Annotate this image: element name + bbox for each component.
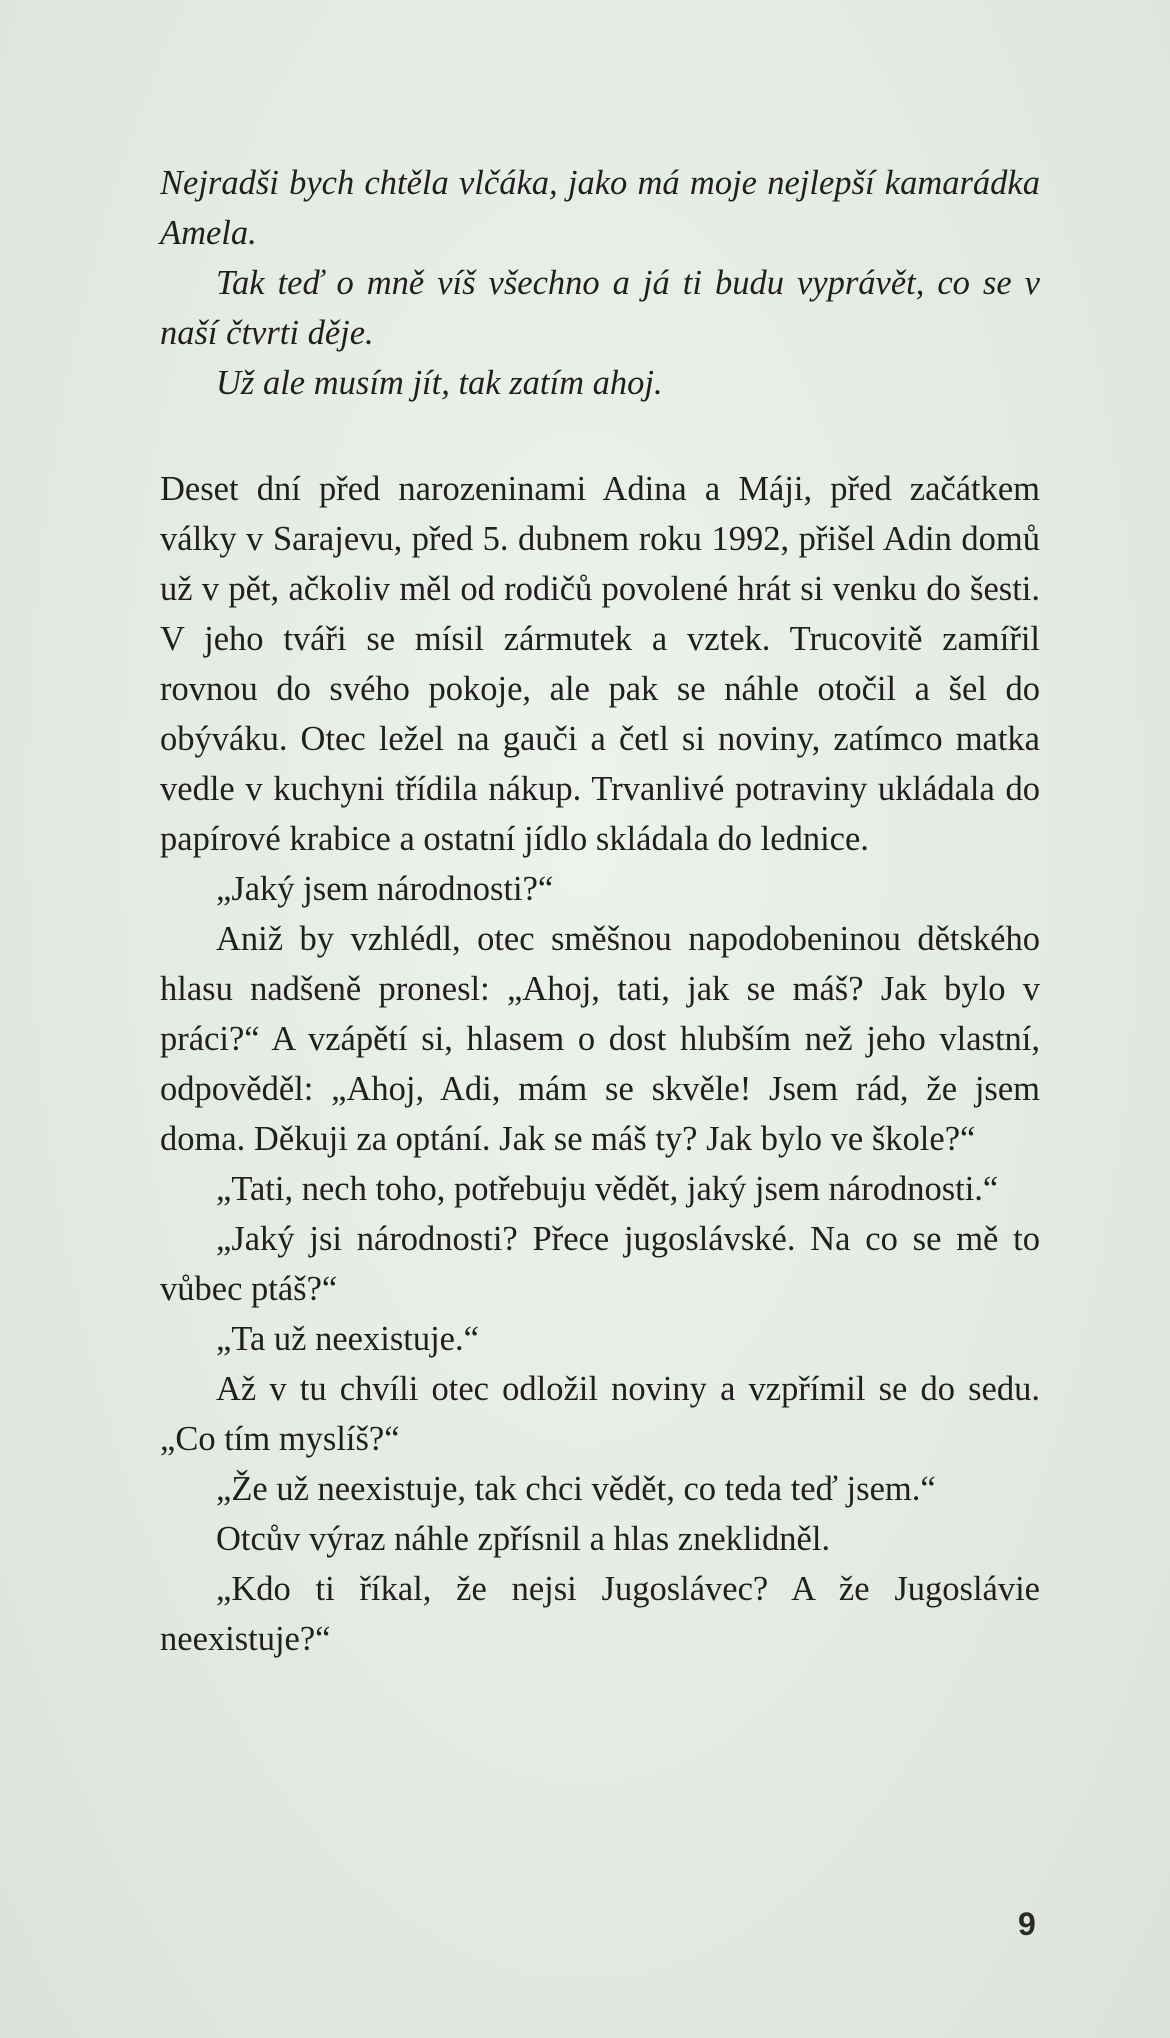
letter-paragraph: Už ale musím jít, tak zatím ahoj. [216,364,663,402]
narrative-text [160,464,1040,1664]
dialogue-paragraph: „Že už neexistuje, tak chci vědět, co teda teď jsem.“ [216,1470,936,1508]
section-gap [160,408,1040,464]
narrative-paragraph: Aniž by vzhlédl, otec směšnou napodobeninou dětského hlasu nadšeně pronesl: „Ahoj, tati, jak se máš? Jak bylo v práci?“ A vzápětí si, hlasem o dost hlubším než jeho vlastní, odpověděl: „Ahoj, Adi, mám se skvěle! Jsem rád, že jsem doma. Děkuji za optání. Jak se máš ty? Jak bylo ve škole?“ [160,920,1040,1158]
narrative-paragraph: Otcův výraz náhle zpřísnil a hlas zneklidněl. [216,1520,831,1558]
letter-paragraph: Tak teď o mně víš všechno a já ti budu vyprávět, co se v naší čtvrti děje. [160,264,1040,352]
dialogue-paragraph: „Tati, nech toho, potřebuju vědět, jaký jsem národnosti.“ [216,1170,999,1208]
letter-paragraph: Nejradši bych chtěla vlčáka, jako má moje nejlepší kamarádka Amela. [160,164,1040,252]
dialogue-paragraph: „Jaký jsi národnosti? Přece jugoslávské. Na co se mě to vůbec ptáš?“ [160,1220,1040,1308]
dialogue-paragraph: „Ta už neexistuje.“ [216,1320,479,1358]
page-number: 9 [1018,1906,1036,1942]
dialogue-paragraph: „Jaký jsem národnosti?“ [216,870,554,908]
book-page [160,158,1040,1664]
narrative-paragraph: Deset dní před narozeninami Adina a Máji, před začátkem války v Sarajevu, před 5. dubnem roku 1992, přišel Adin domů už v pět, ačkoliv měl od rodičů povolené hrát si venku do šesti. V jeho tváři se mísil zármutek a vztek. Trucovitě zamířil rovnou do svého pokoje, ale pak se náhle otočil a šel do obýváku. Otec ležel na gauči a četl si noviny, zatímco matka vedle v kuchyni třídila nákup. Trvanlivé potraviny ukládala do papírové krabice a ostatní jídlo skládala do lednice. [160,470,1040,858]
dialogue-paragraph: „Kdo ti říkal, že nejsi Jugoslávec? A že Jugoslávie neexistuje?“ [160,1570,1040,1658]
narrative-paragraph: Až v tu chvíli otec odložil noviny a vzpřímil se do sedu. „Co tím myslíš?“ [160,1370,1040,1458]
letter-excerpt [160,158,1040,408]
